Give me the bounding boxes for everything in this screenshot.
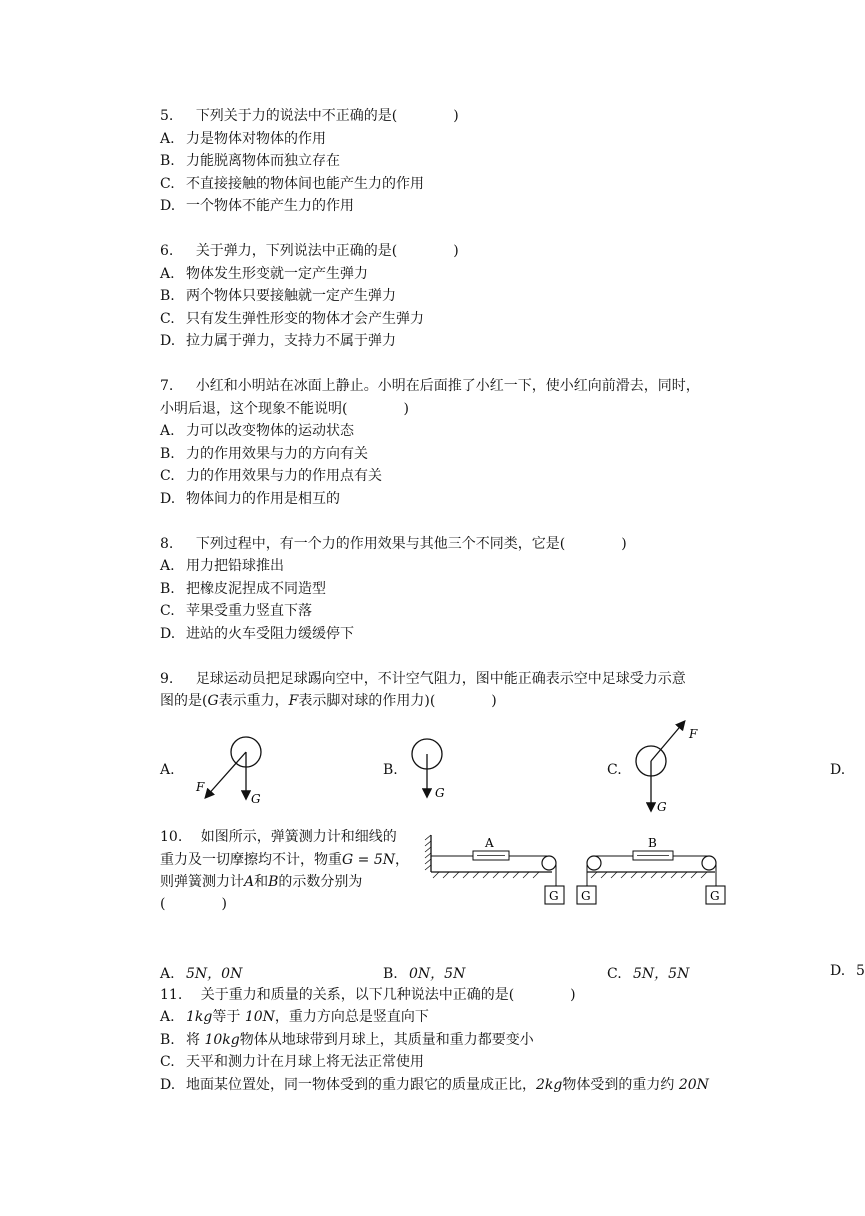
answer-a — [160, 963, 242, 983]
option-letter: C. — [607, 966, 622, 982]
option-letter: B. — [160, 446, 175, 462]
question-text: 下列过程中，有一个力的作用效果与其他三个不同类，它是( ) — [195, 536, 627, 552]
option-text: 力可以改变物体的运动状态 — [186, 423, 354, 439]
option-letter: D. — [160, 626, 176, 642]
option-letter: A. — [160, 558, 175, 574]
option-text: 物体间力的作用是相互的 — [186, 491, 340, 507]
option-text: 天平和测力计在月球上将无法正常使用 — [186, 1054, 424, 1070]
answer-d — [830, 963, 865, 979]
text-run: 图的是( — [160, 693, 208, 709]
scale-label-b: B — [648, 836, 657, 850]
text-run: ， — [394, 852, 409, 868]
question-11-option-b — [160, 1031, 534, 1049]
question-8-option-a — [160, 557, 284, 575]
question-number: 11. — [160, 987, 183, 1003]
option-letter: B. — [383, 966, 398, 982]
spring-scale-diagram — [425, 830, 735, 912]
question-text: 如图所示，弹簧测力计和细线的 — [200, 829, 397, 845]
option-text: 不直接接触的物体间也能产生力的作用 — [186, 176, 424, 192]
text-run: 物体受到的重力约 — [562, 1077, 679, 1093]
option-letter: B. — [160, 581, 175, 597]
option-text: 力的作用效果与力的方向有关 — [186, 446, 368, 462]
question-text: 关于弹力，下列说法中正确的是( ) — [195, 243, 459, 259]
weight-label: G — [581, 889, 591, 903]
question-text: 下列关于力的说法中不正确的是( ) — [195, 108, 459, 124]
option-letter: B. — [160, 153, 175, 169]
option-letter: B. — [160, 1032, 175, 1048]
question-6-stem — [160, 242, 459, 260]
text-run: 重力及一切摩擦均不计，物重 — [160, 852, 342, 868]
option-letter: D. — [830, 963, 846, 979]
question-number: 6. — [160, 243, 174, 259]
option-text: 用力把铅球推出 — [186, 558, 284, 574]
option-letter: D. — [160, 491, 176, 507]
question-9-stem — [160, 670, 686, 688]
math-expression: 2kg — [536, 1077, 563, 1093]
choice-letter-a: A. — [160, 762, 175, 778]
question-9-stem-cont — [160, 692, 497, 710]
option-text: 进站的火车受阻力缓缓停下 — [186, 626, 354, 642]
question-5-option-d — [160, 197, 354, 215]
option-letter: D. — [160, 333, 176, 349]
question-6-option-b — [160, 287, 396, 305]
option-letter: A. — [160, 1009, 175, 1025]
question-5-stem — [160, 107, 459, 125]
math-expression: G = 5N — [342, 852, 395, 868]
question-6-option-d — [160, 332, 396, 350]
force-diagram-a — [190, 730, 280, 810]
math-symbol: G — [207, 693, 219, 709]
question-text: 足球运动员把足球踢向空中，不计空气阻力，图中能正确表示空中足球受力示意 — [195, 671, 686, 687]
question-5-option-b — [160, 152, 340, 170]
question-5-option-a — [160, 130, 326, 148]
question-8-option-c — [160, 602, 312, 620]
math-expression: 10N — [244, 1009, 275, 1025]
text-run: 将 — [186, 1032, 205, 1048]
option-text: 5N，5N — [633, 966, 690, 982]
choice-letter-d: D. — [830, 762, 846, 778]
question-10-stem — [160, 828, 397, 846]
question-5-option-c — [160, 175, 424, 193]
option-text: 只有发生弹性形变的物体才会产生弹力 — [186, 311, 424, 327]
option-text: 把橡皮泥捏成不同造型 — [186, 581, 326, 597]
option-letter: B. — [160, 288, 175, 304]
option-letter: C. — [160, 468, 175, 484]
question-10-bracket: ( ) — [160, 896, 227, 912]
option-letter: A. — [160, 266, 175, 282]
question-8-stem — [160, 535, 627, 553]
force-diagram-c — [625, 718, 715, 816]
weight-label: G — [710, 889, 720, 903]
text-run: 表示脚对球的作用力)( ) — [298, 693, 497, 709]
choice-letter-c: C. — [607, 762, 622, 778]
question-7-stem — [160, 377, 700, 395]
option-text: 5N，0N — [186, 966, 243, 982]
math-expression: 20N — [678, 1077, 709, 1093]
question-text: 关于重力和质量的关系，以下几种说法中正确的是( ) — [200, 987, 576, 1003]
question-text: 小红和小明站在冰面上静止。小明在后面推了小红一下，使小红向前滑去，同时， — [195, 378, 700, 394]
question-number: 7. — [160, 378, 174, 394]
math-symbol: F — [288, 693, 299, 709]
option-text: 苹果受重力竖直下落 — [186, 603, 312, 619]
text-run: 物体从地球带到月球上，其质量和重力都要变小 — [239, 1032, 534, 1048]
option-text: 两个物体只要接触就一定产生弹力 — [186, 288, 396, 304]
question-10-stem-cont — [160, 851, 409, 869]
text-run: 和 — [254, 874, 269, 890]
option-text: 拉力属于弹力，支持力不属于弹力 — [186, 333, 396, 349]
text-run: 地面某位置处，同一物体受到的重力跟它的质量成正比， — [186, 1077, 536, 1093]
question-11-stem — [160, 986, 576, 1004]
question-number: 10. — [160, 829, 183, 845]
force-diagram-b — [400, 730, 470, 810]
question-6-option-a — [160, 265, 368, 283]
question-10-stem-cont — [160, 873, 362, 891]
text-run: ，重力方向总是竖直向下 — [274, 1009, 429, 1025]
question-number: 8. — [160, 536, 174, 552]
math-symbol: A — [244, 874, 255, 890]
question-7-option-c — [160, 467, 382, 485]
question-11-option-a — [160, 1008, 429, 1026]
option-text: 5 — [856, 963, 865, 979]
option-letter: A. — [160, 131, 175, 147]
option-letter: C. — [160, 603, 175, 619]
question-6-option-c — [160, 310, 424, 328]
text-run: 则弹簧测力计 — [160, 874, 244, 890]
question-11-option-d — [160, 1076, 709, 1094]
force-label-g: G — [251, 792, 261, 806]
question-7-option-d — [160, 490, 340, 508]
text-run: 表示重力， — [218, 693, 289, 709]
weight-label: G — [549, 889, 559, 903]
question-number: 5. — [160, 108, 174, 124]
option-letter: C. — [160, 1054, 175, 1070]
option-text: 0N，5N — [409, 966, 466, 982]
option-text: 力能脱离物体而独立存在 — [186, 153, 340, 169]
option-text: 一个物体不能产生力的作用 — [186, 198, 354, 214]
option-letter: D. — [160, 198, 176, 214]
option-letter: D. — [160, 1077, 176, 1093]
text-run: 等于 — [212, 1009, 245, 1025]
question-7-option-b — [160, 445, 368, 463]
text-run: 的示数分别为 — [278, 874, 363, 890]
math-expression: 1kg — [186, 1009, 213, 1025]
answer-c — [607, 963, 689, 983]
option-text: 物体发生形变就一定产生弹力 — [186, 266, 368, 282]
option-text: 力是物体对物体的作用 — [186, 131, 326, 147]
question-7-stem-cont: 小明后退，这个现象不能说明( ) — [160, 401, 409, 417]
force-label-f: F — [689, 727, 698, 741]
scale-label-a: A — [485, 836, 494, 850]
force-label-f: F — [196, 780, 205, 794]
question-11-option-c — [160, 1053, 424, 1071]
option-letter: A. — [160, 966, 175, 982]
option-letter: C. — [160, 176, 175, 192]
force-label-g: G — [657, 800, 667, 814]
option-text: 力的作用效果与力的作用点有关 — [186, 468, 382, 484]
option-letter: A. — [160, 423, 175, 439]
math-symbol: B — [268, 874, 279, 890]
question-8-option-d — [160, 625, 354, 643]
force-label-g: G — [435, 786, 445, 800]
question-8-option-b — [160, 580, 326, 598]
choice-letter-b: B. — [383, 762, 398, 778]
math-expression: 10kg — [204, 1032, 240, 1048]
question-number: 9. — [160, 671, 174, 687]
question-7-option-a — [160, 422, 354, 440]
option-letter: C. — [160, 311, 175, 327]
answer-b — [383, 963, 465, 983]
